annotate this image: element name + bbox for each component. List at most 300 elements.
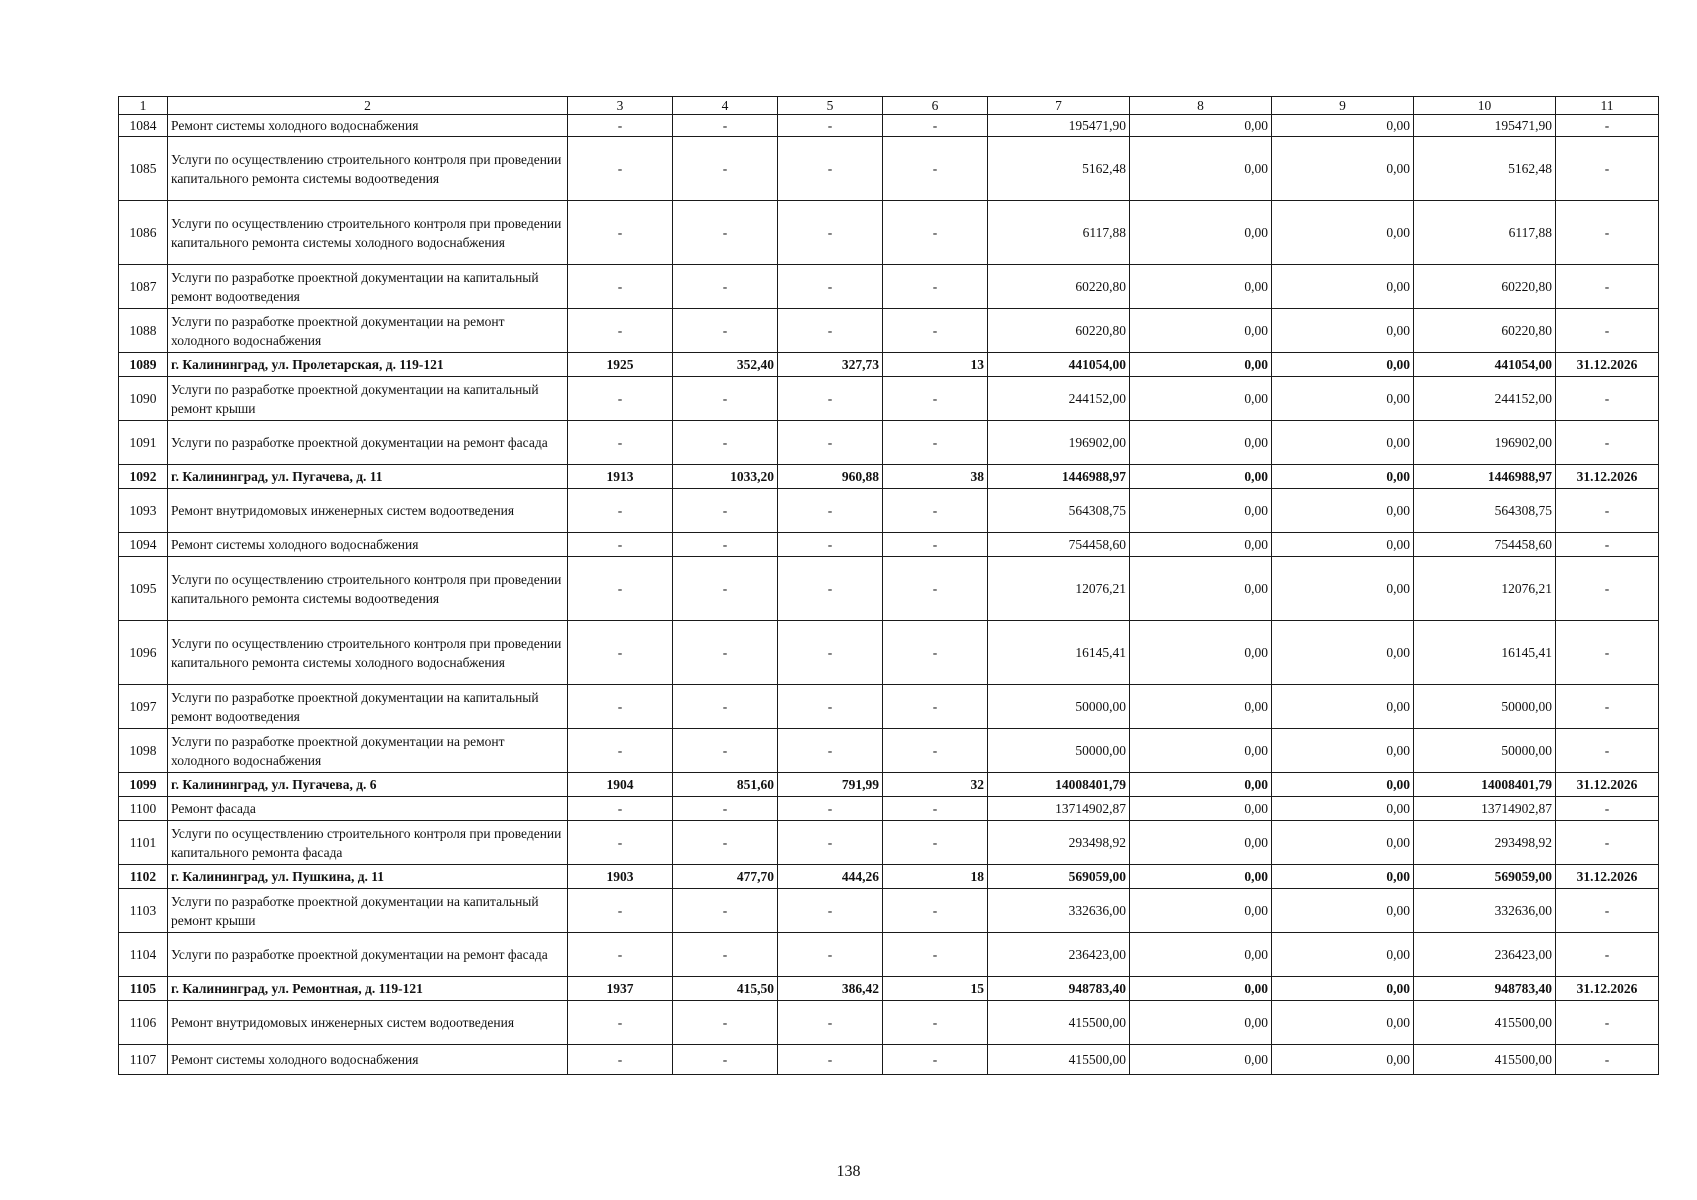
area-living-cell: - <box>778 421 883 465</box>
year-cell: 1903 <box>568 865 673 889</box>
residents-cell: - <box>883 201 988 265</box>
page-number: 138 <box>836 1163 861 1180</box>
header-cell: 5 <box>778 97 883 115</box>
table-row <box>119 821 1659 865</box>
year-cell: 1913 <box>568 465 673 489</box>
area-living-cell: - <box>778 821 883 865</box>
table-row <box>119 621 1659 685</box>
deadline-cell: - <box>1556 309 1659 353</box>
deadline-cell: - <box>1556 557 1659 621</box>
area-total-cell: - <box>673 557 778 621</box>
header-cell: 3 <box>568 97 673 115</box>
cost-cell-8: 0,00 <box>1130 353 1272 377</box>
table-row <box>119 1001 1659 1045</box>
header-cell: 4 <box>673 97 778 115</box>
cost-cell-9: 0,00 <box>1272 137 1414 201</box>
total-cost-cell: 50000,00 <box>988 685 1130 729</box>
area-total-cell: - <box>673 797 778 821</box>
cost-cell-9: 0,00 <box>1272 353 1414 377</box>
table-row <box>119 889 1659 933</box>
row-description: Услуги по разработке проектной документации на капитальный ремонт водоотведения <box>168 265 568 309</box>
cost-cell-8: 0,00 <box>1130 685 1272 729</box>
area-total-cell: 851,60 <box>673 773 778 797</box>
row-number: 1099 <box>119 773 168 797</box>
row-number: 1103 <box>119 889 168 933</box>
cost-cell-9: 0,00 <box>1272 977 1414 1001</box>
cost-cell-10: 60220,80 <box>1414 309 1556 353</box>
data-table <box>118 96 1659 1075</box>
year-cell: - <box>568 201 673 265</box>
cost-cell-8: 0,00 <box>1130 773 1272 797</box>
row-description: Ремонт системы холодного водоснабжения <box>168 533 568 557</box>
deadline-cell: - <box>1556 115 1659 137</box>
deadline-cell: - <box>1556 265 1659 309</box>
row-number: 1086 <box>119 201 168 265</box>
total-cost-cell: 441054,00 <box>988 353 1130 377</box>
year-cell: - <box>568 309 673 353</box>
year-cell: 1904 <box>568 773 673 797</box>
cost-cell-8: 0,00 <box>1130 797 1272 821</box>
residents-cell: - <box>883 685 988 729</box>
deadline-cell: 31.12.2026 <box>1556 977 1659 1001</box>
row-address: г. Калининград, ул. Пугачева, д. 6 <box>168 773 568 797</box>
row-number: 1087 <box>119 265 168 309</box>
cost-cell-9: 0,00 <box>1272 1045 1414 1075</box>
cost-cell-10: 293498,92 <box>1414 821 1556 865</box>
cost-cell-8: 0,00 <box>1130 933 1272 977</box>
cost-cell-10: 13714902,87 <box>1414 797 1556 821</box>
cost-cell-8: 0,00 <box>1130 377 1272 421</box>
row-number: 1084 <box>119 115 168 137</box>
row-number: 1089 <box>119 353 168 377</box>
total-cost-cell: 948783,40 <box>988 977 1130 1001</box>
cost-cell-8: 0,00 <box>1130 557 1272 621</box>
header-cell: 2 <box>168 97 568 115</box>
table-row <box>119 797 1659 821</box>
cost-cell-10: 50000,00 <box>1414 685 1556 729</box>
residents-cell: - <box>883 557 988 621</box>
area-living-cell: 791,99 <box>778 773 883 797</box>
area-total-cell: - <box>673 533 778 557</box>
cost-cell-9: 0,00 <box>1272 201 1414 265</box>
year-cell: - <box>568 489 673 533</box>
row-address: г. Калининград, ул. Пролетарская, д. 119-121 <box>168 353 568 377</box>
cost-cell-8: 0,00 <box>1130 421 1272 465</box>
cost-cell-8: 0,00 <box>1130 821 1272 865</box>
year-cell: - <box>568 889 673 933</box>
row-number: 1092 <box>119 465 168 489</box>
cost-cell-8: 0,00 <box>1130 621 1272 685</box>
cost-cell-9: 0,00 <box>1272 421 1414 465</box>
row-number: 1104 <box>119 933 168 977</box>
cost-cell-9: 0,00 <box>1272 797 1414 821</box>
cost-cell-8: 0,00 <box>1130 729 1272 773</box>
deadline-cell: - <box>1556 533 1659 557</box>
row-number: 1095 <box>119 557 168 621</box>
row-description: Услуги по разработке проектной документации на капитальный ремонт крыши <box>168 889 568 933</box>
header-cell: 8 <box>1130 97 1272 115</box>
cost-cell-9: 0,00 <box>1272 557 1414 621</box>
row-description: Услуги по разработке проектной документации на ремонт фасада <box>168 421 568 465</box>
row-description: Услуги по разработке проектной документации на капитальный ремонт водоотведения <box>168 685 568 729</box>
residents-cell: - <box>883 729 988 773</box>
row-number: 1098 <box>119 729 168 773</box>
cost-cell-8: 0,00 <box>1130 465 1272 489</box>
cost-cell-10: 12076,21 <box>1414 557 1556 621</box>
year-cell: - <box>568 685 673 729</box>
deadline-cell: 31.12.2026 <box>1556 773 1659 797</box>
cost-cell-9: 0,00 <box>1272 265 1414 309</box>
cost-cell-8: 0,00 <box>1130 977 1272 1001</box>
table-row <box>119 1045 1659 1075</box>
row-description: Услуги по разработке проектной документации на капитальный ремонт крыши <box>168 377 568 421</box>
cost-cell-9: 0,00 <box>1272 865 1414 889</box>
row-number: 1105 <box>119 977 168 1001</box>
row-address: г. Калининград, ул. Пушкина, д. 11 <box>168 865 568 889</box>
residents-cell: - <box>883 377 988 421</box>
residents-cell: - <box>883 1045 988 1075</box>
total-cost-cell: 14008401,79 <box>988 773 1130 797</box>
table-row <box>119 265 1659 309</box>
cost-cell-8: 0,00 <box>1130 115 1272 137</box>
deadline-cell: - <box>1556 933 1659 977</box>
cost-cell-10: 415500,00 <box>1414 1001 1556 1045</box>
area-living-cell: - <box>778 309 883 353</box>
header-cell: 6 <box>883 97 988 115</box>
deadline-cell: - <box>1556 421 1659 465</box>
cost-cell-10: 948783,40 <box>1414 977 1556 1001</box>
total-cost-cell: 332636,00 <box>988 889 1130 933</box>
cost-cell-8: 0,00 <box>1130 265 1272 309</box>
table-row <box>119 533 1659 557</box>
row-number: 1085 <box>119 137 168 201</box>
row-number: 1102 <box>119 865 168 889</box>
area-total-cell: - <box>673 821 778 865</box>
cost-cell-8: 0,00 <box>1130 309 1272 353</box>
row-description: Услуги по осуществлению строительного контроля при проведении капитального ремонта системы водоотведения <box>168 137 568 201</box>
area-living-cell: - <box>778 685 883 729</box>
area-total-cell: - <box>673 489 778 533</box>
area-living-cell: 444,26 <box>778 865 883 889</box>
year-cell: - <box>568 265 673 309</box>
cost-cell-9: 0,00 <box>1272 821 1414 865</box>
cost-cell-10: 14008401,79 <box>1414 773 1556 797</box>
area-total-cell: - <box>673 377 778 421</box>
area-total-cell: - <box>673 621 778 685</box>
table-row <box>119 137 1659 201</box>
total-cost-cell: 293498,92 <box>988 821 1130 865</box>
row-number: 1093 <box>119 489 168 533</box>
deadline-cell: - <box>1556 621 1659 685</box>
total-cost-cell: 60220,80 <box>988 265 1130 309</box>
residents-cell: - <box>883 797 988 821</box>
header-cell: 1 <box>119 97 168 115</box>
cost-cell-10: 754458,60 <box>1414 533 1556 557</box>
deadline-cell: 31.12.2026 <box>1556 465 1659 489</box>
total-cost-cell: 564308,75 <box>988 489 1130 533</box>
cost-cell-8: 0,00 <box>1130 1045 1272 1075</box>
year-cell: - <box>568 421 673 465</box>
cost-cell-8: 0,00 <box>1130 889 1272 933</box>
area-living-cell: - <box>778 137 883 201</box>
area-total-cell: - <box>673 201 778 265</box>
cost-cell-10: 6117,88 <box>1414 201 1556 265</box>
total-cost-cell: 50000,00 <box>988 729 1130 773</box>
cost-cell-10: 441054,00 <box>1414 353 1556 377</box>
area-total-cell: - <box>673 685 778 729</box>
total-cost-cell: 754458,60 <box>988 533 1130 557</box>
row-description: Услуги по осуществлению строительного контроля при проведении капитального ремонта системы холодного водоснабжения <box>168 621 568 685</box>
total-cost-cell: 12076,21 <box>988 557 1130 621</box>
residents-cell: 18 <box>883 865 988 889</box>
deadline-cell: - <box>1556 821 1659 865</box>
total-cost-cell: 244152,00 <box>988 377 1130 421</box>
row-number: 1096 <box>119 621 168 685</box>
residents-cell: 15 <box>883 977 988 1001</box>
year-cell: - <box>568 557 673 621</box>
cost-cell-10: 5162,48 <box>1414 137 1556 201</box>
year-cell: - <box>568 1045 673 1075</box>
cost-cell-9: 0,00 <box>1272 889 1414 933</box>
area-living-cell: - <box>778 533 883 557</box>
deadline-cell: - <box>1556 1001 1659 1045</box>
area-living-cell: - <box>778 557 883 621</box>
total-cost-cell: 195471,90 <box>988 115 1130 137</box>
row-description: Ремонт системы холодного водоснабжения <box>168 1045 568 1075</box>
total-cost-cell: 415500,00 <box>988 1001 1130 1045</box>
row-address: г. Калининград, ул. Ремонтная, д. 119-121 <box>168 977 568 1001</box>
year-cell: - <box>568 729 673 773</box>
residents-cell: - <box>883 889 988 933</box>
year-cell: - <box>568 821 673 865</box>
header-cell: 9 <box>1272 97 1414 115</box>
area-living-cell: - <box>778 729 883 773</box>
total-cost-cell: 13714902,87 <box>988 797 1130 821</box>
area-living-cell: - <box>778 889 883 933</box>
residents-cell: - <box>883 1001 988 1045</box>
table-row <box>119 685 1659 729</box>
residents-cell: - <box>883 933 988 977</box>
table-row <box>119 309 1659 353</box>
area-total-cell: 352,40 <box>673 353 778 377</box>
cost-cell-9: 0,00 <box>1272 685 1414 729</box>
year-cell: - <box>568 533 673 557</box>
table-row-building <box>119 865 1659 889</box>
year-cell: - <box>568 933 673 977</box>
total-cost-cell: 569059,00 <box>988 865 1130 889</box>
cost-cell-9: 0,00 <box>1272 533 1414 557</box>
table-row <box>119 421 1659 465</box>
table-row <box>119 557 1659 621</box>
residents-cell: - <box>883 115 988 137</box>
area-total-cell: - <box>673 115 778 137</box>
total-cost-cell: 236423,00 <box>988 933 1130 977</box>
row-description: Услуги по осуществлению строительного контроля при проведении капитального ремонта системы холодного водоснабжения <box>168 201 568 265</box>
area-living-cell: - <box>778 797 883 821</box>
row-description: Услуги по разработке проектной документации на ремонт холодного водоснабжения <box>168 729 568 773</box>
cost-cell-8: 0,00 <box>1130 489 1272 533</box>
residents-cell: - <box>883 265 988 309</box>
cost-cell-9: 0,00 <box>1272 729 1414 773</box>
total-cost-cell: 415500,00 <box>988 1045 1130 1075</box>
row-description: Услуги по осуществлению строительного контроля при проведении капитального ремонта фасада <box>168 821 568 865</box>
cost-cell-10: 195471,90 <box>1414 115 1556 137</box>
area-living-cell: - <box>778 621 883 685</box>
year-cell: 1925 <box>568 353 673 377</box>
area-living-cell: - <box>778 489 883 533</box>
cost-cell-10: 564308,75 <box>1414 489 1556 533</box>
year-cell: 1937 <box>568 977 673 1001</box>
total-cost-cell: 16145,41 <box>988 621 1130 685</box>
cost-cell-10: 415500,00 <box>1414 1045 1556 1075</box>
cost-cell-9: 0,00 <box>1272 309 1414 353</box>
table-row-building <box>119 353 1659 377</box>
row-number: 1090 <box>119 377 168 421</box>
cost-cell-9: 0,00 <box>1272 773 1414 797</box>
cost-cell-10: 1446988,97 <box>1414 465 1556 489</box>
residents-cell: 13 <box>883 353 988 377</box>
residents-cell: 38 <box>883 465 988 489</box>
area-total-cell: 415,50 <box>673 977 778 1001</box>
deadline-cell: - <box>1556 201 1659 265</box>
area-living-cell: 386,42 <box>778 977 883 1001</box>
column-number-header <box>119 97 1659 115</box>
total-cost-cell: 1446988,97 <box>988 465 1130 489</box>
table-row <box>119 489 1659 533</box>
deadline-cell: - <box>1556 889 1659 933</box>
area-total-cell: - <box>673 265 778 309</box>
residents-cell: - <box>883 421 988 465</box>
cost-cell-8: 0,00 <box>1130 137 1272 201</box>
total-cost-cell: 5162,48 <box>988 137 1130 201</box>
cost-cell-10: 16145,41 <box>1414 621 1556 685</box>
header-cell: 7 <box>988 97 1130 115</box>
area-total-cell: - <box>673 1045 778 1075</box>
cost-cell-9: 0,00 <box>1272 1001 1414 1045</box>
deadline-cell: - <box>1556 137 1659 201</box>
cost-cell-8: 0,00 <box>1130 533 1272 557</box>
area-living-cell: - <box>778 1001 883 1045</box>
area-living-cell: - <box>778 1045 883 1075</box>
area-total-cell: - <box>673 729 778 773</box>
table-row-building <box>119 465 1659 489</box>
cost-cell-8: 0,00 <box>1130 201 1272 265</box>
area-total-cell: - <box>673 421 778 465</box>
area-total-cell: - <box>673 933 778 977</box>
row-number: 1097 <box>119 685 168 729</box>
area-living-cell: - <box>778 201 883 265</box>
area-living-cell: - <box>778 377 883 421</box>
cost-cell-10: 244152,00 <box>1414 377 1556 421</box>
total-cost-cell: 6117,88 <box>988 201 1130 265</box>
row-description: Услуги по осуществлению строительного контроля при проведении капитального ремонта системы водоотведения <box>168 557 568 621</box>
year-cell: - <box>568 797 673 821</box>
year-cell: - <box>568 1001 673 1045</box>
area-living-cell: - <box>778 115 883 137</box>
area-total-cell: 477,70 <box>673 865 778 889</box>
header-cell: 11 <box>1556 97 1659 115</box>
cost-cell-9: 0,00 <box>1272 465 1414 489</box>
cost-cell-10: 196902,00 <box>1414 421 1556 465</box>
cost-cell-10: 50000,00 <box>1414 729 1556 773</box>
row-number: 1100 <box>119 797 168 821</box>
deadline-cell: - <box>1556 489 1659 533</box>
area-total-cell: - <box>673 889 778 933</box>
cost-cell-10: 60220,80 <box>1414 265 1556 309</box>
table-row <box>119 115 1659 137</box>
area-total-cell: - <box>673 309 778 353</box>
row-description: Ремонт внутридомовых инженерных систем водоотведения <box>168 1001 568 1045</box>
year-cell: - <box>568 621 673 685</box>
row-number: 1094 <box>119 533 168 557</box>
area-living-cell: - <box>778 933 883 977</box>
total-cost-cell: 60220,80 <box>988 309 1130 353</box>
cost-cell-9: 0,00 <box>1272 489 1414 533</box>
residents-cell: - <box>883 621 988 685</box>
cost-cell-8: 0,00 <box>1130 865 1272 889</box>
row-number: 1101 <box>119 821 168 865</box>
area-total-cell: 1033,20 <box>673 465 778 489</box>
residents-cell: - <box>883 821 988 865</box>
table-row <box>119 933 1659 977</box>
row-address: г. Калининград, ул. Пугачева, д. 11 <box>168 465 568 489</box>
area-living-cell: 327,73 <box>778 353 883 377</box>
cost-cell-9: 0,00 <box>1272 621 1414 685</box>
residents-cell: - <box>883 533 988 557</box>
cost-cell-9: 0,00 <box>1272 377 1414 421</box>
area-total-cell: - <box>673 1001 778 1045</box>
table-row <box>119 377 1659 421</box>
area-living-cell: 960,88 <box>778 465 883 489</box>
deadline-cell: 31.12.2026 <box>1556 353 1659 377</box>
deadline-cell: - <box>1556 377 1659 421</box>
year-cell: - <box>568 115 673 137</box>
table-row <box>119 201 1659 265</box>
table-row-building <box>119 977 1659 1001</box>
cost-cell-10: 236423,00 <box>1414 933 1556 977</box>
deadline-cell: - <box>1556 685 1659 729</box>
residents-cell: - <box>883 489 988 533</box>
year-cell: - <box>568 137 673 201</box>
area-living-cell: - <box>778 265 883 309</box>
table-row-building <box>119 773 1659 797</box>
deadline-cell: 31.12.2026 <box>1556 865 1659 889</box>
deadline-cell: - <box>1556 797 1659 821</box>
residents-cell: - <box>883 309 988 353</box>
row-number: 1088 <box>119 309 168 353</box>
residents-cell: 32 <box>883 773 988 797</box>
row-number: 1106 <box>119 1001 168 1045</box>
header-cell: 10 <box>1414 97 1556 115</box>
deadline-cell: - <box>1556 1045 1659 1075</box>
row-description: Ремонт фасада <box>168 797 568 821</box>
cost-cell-9: 0,00 <box>1272 115 1414 137</box>
row-number: 1091 <box>119 421 168 465</box>
cost-cell-9: 0,00 <box>1272 933 1414 977</box>
row-description: Ремонт системы холодного водоснабжения <box>168 115 568 137</box>
row-description: Услуги по разработке проектной документации на ремонт фасада <box>168 933 568 977</box>
residents-cell: - <box>883 137 988 201</box>
row-description: Услуги по разработке проектной документации на ремонт холодного водоснабжения <box>168 309 568 353</box>
cost-cell-8: 0,00 <box>1130 1001 1272 1045</box>
row-description: Ремонт внутридомовых инженерных систем водоотведения <box>168 489 568 533</box>
total-cost-cell: 196902,00 <box>988 421 1130 465</box>
area-total-cell: - <box>673 137 778 201</box>
deadline-cell: - <box>1556 729 1659 773</box>
year-cell: - <box>568 377 673 421</box>
table-row <box>119 729 1659 773</box>
cost-cell-10: 569059,00 <box>1414 865 1556 889</box>
